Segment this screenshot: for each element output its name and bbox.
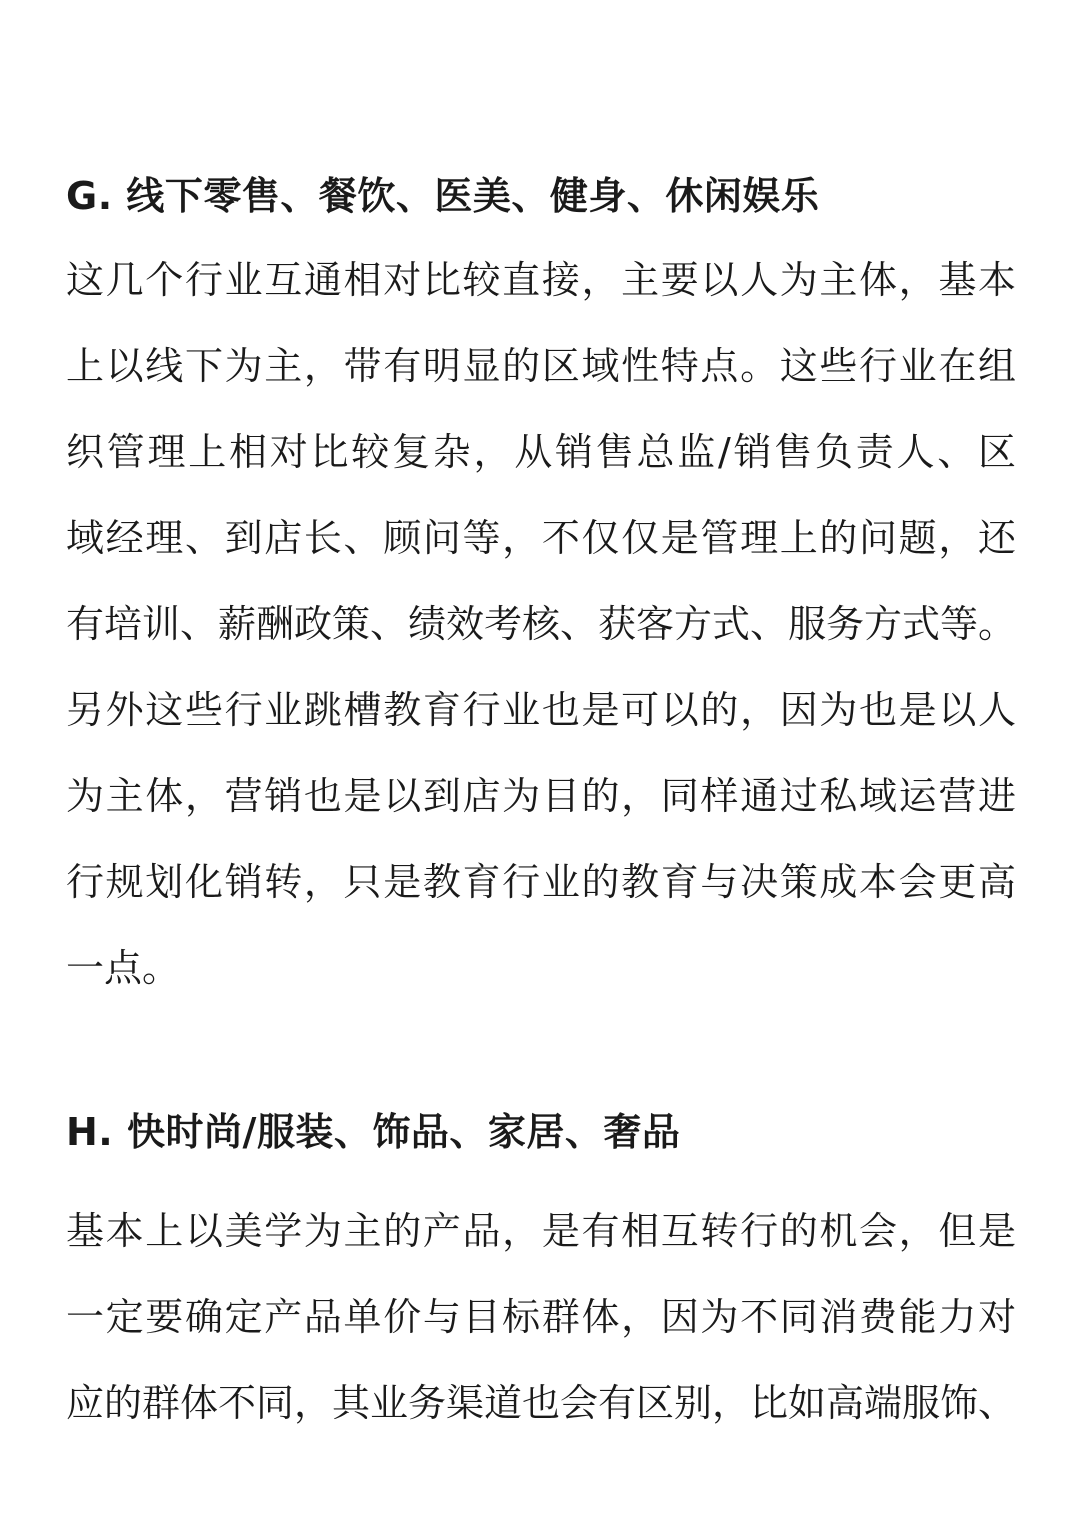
text-line: 一定要确定产品单价与目标群体，因为不同消费能力对 [66,1295,1016,1339]
text-line: 域经理、到店长、顾问等，不仅仅是管理上的问题，还 [66,516,1016,560]
section-heading: H. 快时尚/服装、饰品、家居、奢品 [66,1110,681,1154]
section-body [66,1188,1016,1446]
text-line: 一点。 [66,946,181,990]
section-heading: G. 线下零售、餐饮、医美、健身、休闲娱乐 [66,174,820,218]
text-line: 织管理上相对比较复杂，从销售总监/销售负责人、区 [66,430,1016,474]
text-line: 应的群体不同，其业务渠道也会有区别，比如高端服饰、 [66,1381,1017,1425]
text-line: 另外这些行业跳槽教育行业也是可以的，因为也是以人 [66,688,1016,732]
section-h [66,1104,1016,1446]
text-line: 为主体，营销也是以到店为目的，同样通过私域运营进 [66,774,1016,818]
text-line: 行规划化销转，只是教育行业的教育与决策成本会更高 [66,860,1016,904]
text-line: 这几个行业互通相对比较直接，主要以人为主体，基本 [66,258,1016,302]
section-body [66,237,1016,1011]
text-line: 有培训、薪酬政策、绩效考核、获客方式、服务方式等。 [66,602,1017,646]
section-g [66,168,1016,1011]
text-line: 基本上以美学为主的产品，是有相互转行的机会，但是 [66,1209,1016,1253]
text-line: 上以线下为主，带有明显的区域性特点。这些行业在组 [66,344,1016,388]
